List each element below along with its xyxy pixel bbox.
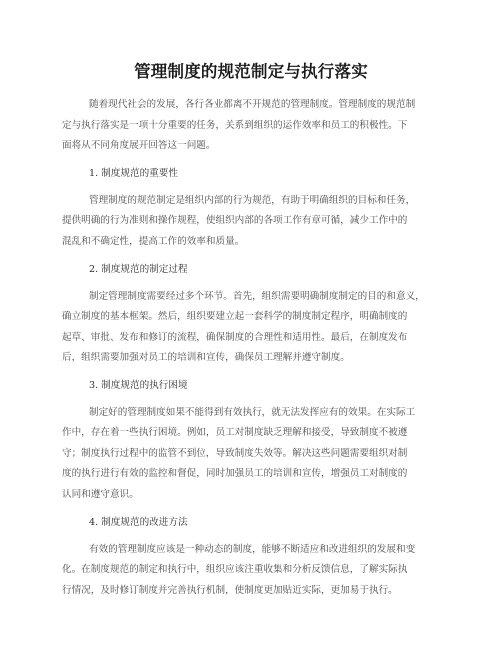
paragraph-line: 制定管理制度需要经过多个环节。首先，组织需要明确制度制定的目的和意义， <box>89 291 425 302</box>
paragraph-line: 起草、审批、发布和修订的流程，确保制度的合理性和适用性。最后，在制度发布 <box>62 332 408 343</box>
document-title: 管理制度的规范制定与执行落实 <box>134 62 368 81</box>
section-heading: 3. 制度规范的执行困境 <box>89 380 188 391</box>
paragraph-line: 守；制度执行过程中的监管不到位，导致制度失效等。解决这些问题需要组织对制 <box>62 448 408 459</box>
paragraph-line: 制定好的管理制度如果不能得到有效执行，就无法发挥应有的效果。在实际工 <box>89 407 416 418</box>
section-heading: 4. 制度规范的改进方法 <box>89 517 188 528</box>
paragraph-line: 作中，存在着一些执行困境。例如，员工对制度缺乏理解和接受，导致制度不被遵 <box>62 427 408 438</box>
paragraph-line: 混乱和不确定性，提高工作的效率和质量。 <box>62 236 245 247</box>
paragraph-line: 后，组织需要加强对员工的培训和宣传，确保员工理解并遵守制度。 <box>62 352 350 363</box>
paragraph-line: 化。在制度规范的制定和执行中，组织应该注重收集和分析反馈信息，了解实际执 <box>62 564 408 575</box>
paragraph-line: 有效的管理制度应该是一种动态的制度，能够不断适应和改进组织的发展和变 <box>89 544 416 555</box>
intro-line: 定与执行落实是一项十分重要的任务，关系到组织的运作效率和员工的积极性。下 <box>62 120 408 131</box>
section-heading: 1. 制度规范的重要性 <box>89 168 178 179</box>
paragraph-line: 管理制度的规范制定是组织内部的行为规范，有助于明确组织的目标和任务， <box>89 195 416 206</box>
intro-line: 面将从不同角度展开回答这一问题。 <box>62 140 216 151</box>
paragraph-line: 确立制度的基本框架。然后，组织要建立起一套科学的制度制定程序，明确制度的 <box>62 311 408 322</box>
paragraph-line: 提供明确的行为准则和操作规程，使组织内部的各项工作有章可循，减少工作中的 <box>62 215 408 226</box>
paragraph-line: 行情况，及时修订制度并完善执行机制，使制度更加贴近实际，更加易于执行。 <box>62 585 398 596</box>
section-heading: 2. 制度规范的制定过程 <box>89 264 188 275</box>
paragraph-line: 度的执行进行有效的监控和督促，同时加强员工的培训和宣传，增强员工对制度的 <box>62 468 408 479</box>
paragraph-line: 认同和遵守意识。 <box>62 489 139 500</box>
intro-line: 随着现代社会的发展，各行各业都离不开规范的管理制度。管理制度的规范制 <box>89 99 416 110</box>
